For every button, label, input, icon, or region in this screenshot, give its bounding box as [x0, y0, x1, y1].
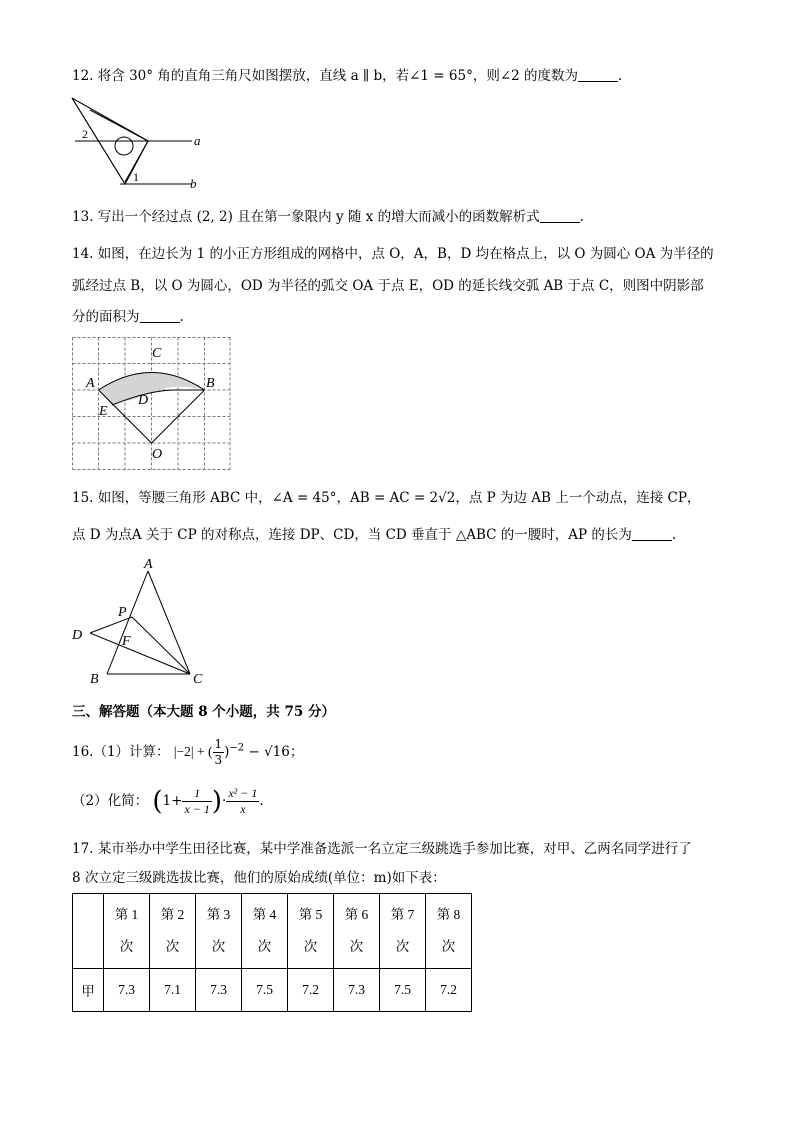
q17-body-1: 某市举办中学生田径比赛，某中学准备选派一名立定三级跳选手参加比赛，对甲、乙两名同学进行了 [97, 841, 692, 857]
q14-number: 14. [72, 246, 94, 262]
q12-number: 12. [72, 68, 94, 84]
q16-one-plus: 1+ [162, 793, 183, 809]
q14-body-1: 如图，在边长为 1 的小正方形组成的网格中，点 O，A，B，D 均在格点上，以 O 为圆心 OA 为半径的 [97, 246, 714, 262]
side-AB [107, 571, 148, 674]
header-top: 第 2 [160, 907, 185, 922]
q16-frac2-num: x² − 1 [228, 786, 258, 800]
q12-end: . [618, 68, 623, 84]
label-O: O [152, 447, 163, 462]
ruler-hole [115, 137, 133, 155]
q12-text [72, 66, 732, 86]
label-angle-1: 1 [133, 170, 139, 184]
q16-part1 [72, 737, 732, 768]
table-cell: 7.2 [426, 969, 472, 1012]
label-a: a [194, 133, 201, 148]
q14-body-2: 弧经过点 B，以 O 为圆心，OD 为半径的弧交 OA 于点 E，OD 的延长线交弧 AB 于点 C，则图中阴影部 [72, 278, 704, 294]
q14-body-3: 分的面积为 [72, 309, 140, 325]
q13-number: 13. [72, 209, 94, 225]
header-cell [334, 894, 380, 969]
segment-PC [132, 617, 190, 674]
label-B: B [206, 376, 215, 391]
label-b: b [190, 176, 197, 191]
table-cell: 7.1 [150, 969, 196, 1012]
q17-line2 [72, 868, 732, 888]
q14-line1 [72, 244, 732, 264]
header-top: 第 6 [344, 907, 369, 922]
label-F: F [122, 634, 131, 649]
label-D: D [138, 393, 149, 408]
header-top: 第 8 [436, 907, 461, 922]
header-top: 第 5 [298, 907, 323, 922]
q16-expr-b: ) [224, 744, 230, 760]
q16-frac-num: 1 [214, 737, 223, 751]
q15-answer-blank [632, 526, 672, 541]
header-cell [242, 894, 288, 969]
q16-frac2 [226, 786, 259, 817]
label-A: A [86, 376, 95, 391]
q17-number: 17. [72, 841, 94, 857]
q16-part2 [72, 786, 732, 817]
score-table [72, 893, 472, 1012]
q16-frac1-den: x − 1 [184, 802, 210, 816]
q14-answer-blank [140, 308, 180, 323]
label-E: E [99, 404, 108, 419]
q15-body-1: 如图，等腰三角形 ABC 中，∠A = 45°，AB = AC = 2√2，点 P 为边 AB 上一个动点，连接 CP， [97, 490, 701, 506]
header-bottom: 次 [441, 939, 456, 954]
header-cell [380, 894, 426, 969]
header-bottom: 次 [349, 939, 364, 954]
q13-body: 写出一个经过点 (2, 2) 且在第一象限内 y 随 x 的增大而减小的函数解析式 [97, 209, 540, 225]
q16-frac1 [182, 786, 211, 817]
q12-body: 将含 30° 角的直角三角尺如图摆放，直线 a ∥ b，若∠1 = 65°，则∠2 的度数为 [97, 68, 579, 84]
header-cell [104, 894, 150, 969]
header-top: 第 4 [252, 907, 277, 922]
q16-part1-end: ； [289, 744, 304, 760]
q15-figure [70, 556, 215, 688]
header-top: 第 7 [390, 907, 415, 922]
label-A: A [144, 557, 153, 572]
q16-part2-end: . [259, 793, 264, 809]
q16-exponent: −2 [229, 742, 245, 754]
label-D: D [72, 628, 83, 643]
q14-figure [72, 337, 232, 471]
q16-part2-label: （2）化简： [72, 793, 149, 809]
table-cell: 7.3 [334, 969, 380, 1012]
q16-expr-a: |−2| + ( [173, 744, 213, 759]
q17-body-2: 8 次立定三级跳选拔比赛，他们的原始成绩(单位：m)如下表： [72, 870, 446, 886]
q12-figure [70, 96, 210, 194]
label-angle-2: 2 [82, 127, 88, 141]
table-header-row [73, 894, 472, 969]
paren-right: ) [211, 786, 223, 817]
row-name-cell: 甲 [73, 969, 104, 1012]
paren-left: ( [152, 786, 163, 817]
table-row [73, 969, 472, 1012]
header-bottom: 次 [165, 939, 180, 954]
table-cell: 7.2 [288, 969, 334, 1012]
q16-frac [213, 737, 225, 768]
q14-line3 [72, 307, 732, 327]
q16-dot: · [222, 793, 227, 809]
header-top: 第 3 [206, 907, 231, 922]
q16-frac-den: 3 [214, 753, 223, 767]
table-cell: 7.3 [196, 969, 242, 1012]
q14-end: . [179, 309, 184, 325]
header-bottom: 次 [211, 939, 226, 954]
q17-line1 [72, 839, 732, 859]
header-top: 第 1 [114, 907, 139, 922]
q14-line2 [72, 276, 732, 296]
table-cell: 7.5 [380, 969, 426, 1012]
header-cell [288, 894, 334, 969]
side-AC [148, 571, 190, 674]
header-cell [426, 894, 472, 969]
label-C: C [152, 346, 162, 361]
q16-frac1-num: 1 [182, 786, 211, 802]
q15-line2 [72, 525, 732, 545]
q15-number: 15. [72, 490, 94, 506]
q16-part1-label: 16.（1）计算： [72, 744, 170, 760]
label-P: P [118, 605, 127, 620]
table-cell: 7.5 [242, 969, 288, 1012]
q15-body-2: 点 D 为点A 关于 CP 的对称点，连接 DP、CD，当 CD 垂直于 △ABC 的一腰时，AP 的长为 [72, 527, 632, 543]
label-B: B [90, 672, 99, 687]
table-cell: 7.3 [104, 969, 150, 1012]
header-cell [150, 894, 196, 969]
q13-answer-blank [540, 208, 580, 223]
label-C: C [193, 672, 203, 687]
section3-title: 三、解答题（本大题 8 个小题，共 75 分） [72, 704, 335, 720]
q15-end: . [671, 527, 677, 543]
header-bottom: 次 [303, 939, 318, 954]
header-bottom: 次 [119, 939, 134, 954]
segment-DC [90, 633, 190, 674]
table-corner-cell [73, 894, 104, 969]
header-bottom: 次 [395, 939, 410, 954]
header-bottom: 次 [257, 939, 272, 954]
q12-answer-blank [578, 67, 618, 82]
q13-text [72, 207, 732, 227]
q15-line1 [72, 488, 732, 508]
header-cell [196, 894, 242, 969]
q16-expr-c: − √16 [244, 744, 290, 760]
q13-end: . [579, 209, 584, 225]
triangle-ruler-inner [90, 110, 148, 182]
q16-frac2-den: x [240, 802, 246, 816]
